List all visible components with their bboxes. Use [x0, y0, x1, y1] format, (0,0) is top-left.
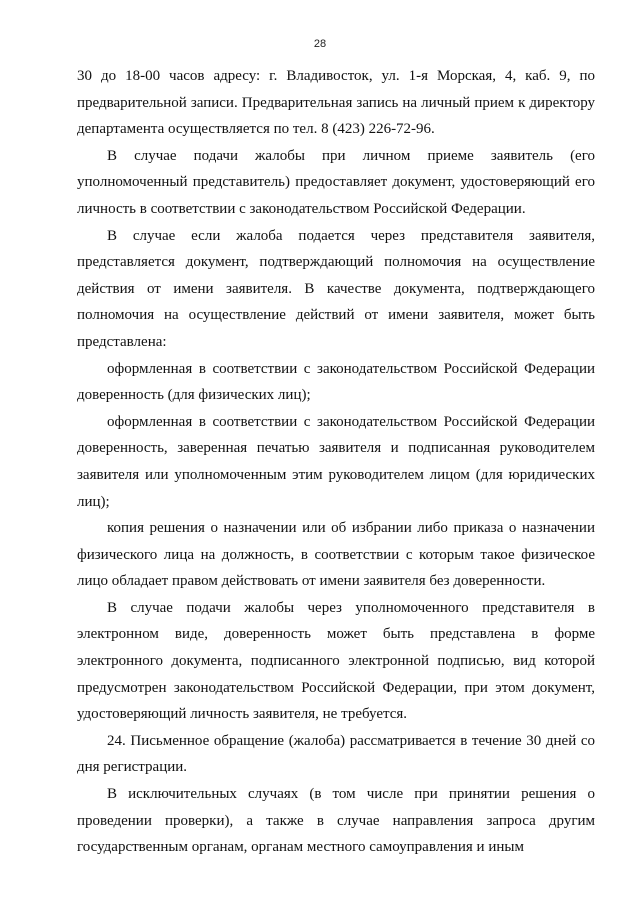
- paragraph-electronic-submission: В случае подачи жалобы через уполномоченного представителя в электронном виде, доверенность может быть представлена в форме электронного документа, подписанного электронной подписью, вид которой предусмотрен законодательством Российской Федерации, при этом документ, удостоверяющий личность заявителя, не требуется.: [77, 599, 595, 723]
- paragraph-representative: В случае если жалоба подается через представителя заявителя, представляется документ, подтверждающий полномочия на осуществление действия от имени заявителя. В качестве документа, подтверждающего полномочия на осуществление действий от имени заявителя, может быть представлена:: [77, 227, 595, 350]
- paragraph-reception-hours: 30 до 18-00 часов адресу: г. Владивосток, ул. 1-я Морская, 4, каб. 9, по предварительной записи. Предварительная запись на личный прием к директору департамента осуществляется по тел. 8 (423) 226-72-96.: [77, 68, 595, 138]
- paragraph-review-period: 24. Письменное обращение (жалоба) рассматривается в течение 30 дней со дня регистрации.: [77, 732, 595, 776]
- paragraph-personal-reception: В случае подачи жалобы при личном приеме заявитель (его уполномоченный представитель) предоставляет документ, удостоверяющий его личность в соответствии с законодательством Российской Федерации.: [77, 147, 595, 217]
- paragraph-exceptional-cases: В исключительных случаях (в том числе при принятии решения о проведении проверки), а также в случае направления запроса другим государственным органам, органам местного самоуправления и иным: [77, 786, 595, 856]
- paragraph-power-of-attorney-legal: оформленная в соответствии с законодательством Российской Федерации доверенность, заверенная печатью заявителя и подписанная руководителем заявителя или уполномоченным этим руководителем лицом (для юридических лиц);: [77, 413, 595, 510]
- paragraph-appointment-copy: копия решения о назначении или об избрании либо приказа о назначении физического лица на должность, в соответствии с которым такое физическое лицо обладает правом действовать от имени заявителя без доверенности.: [77, 520, 595, 590]
- document-body: [77, 63, 595, 861]
- paragraph-power-of-attorney-individuals: оформленная в соответствии с законодательством Российской Федерации доверенность (для физических лиц);: [77, 360, 595, 404]
- page-number: 28: [313, 38, 327, 50]
